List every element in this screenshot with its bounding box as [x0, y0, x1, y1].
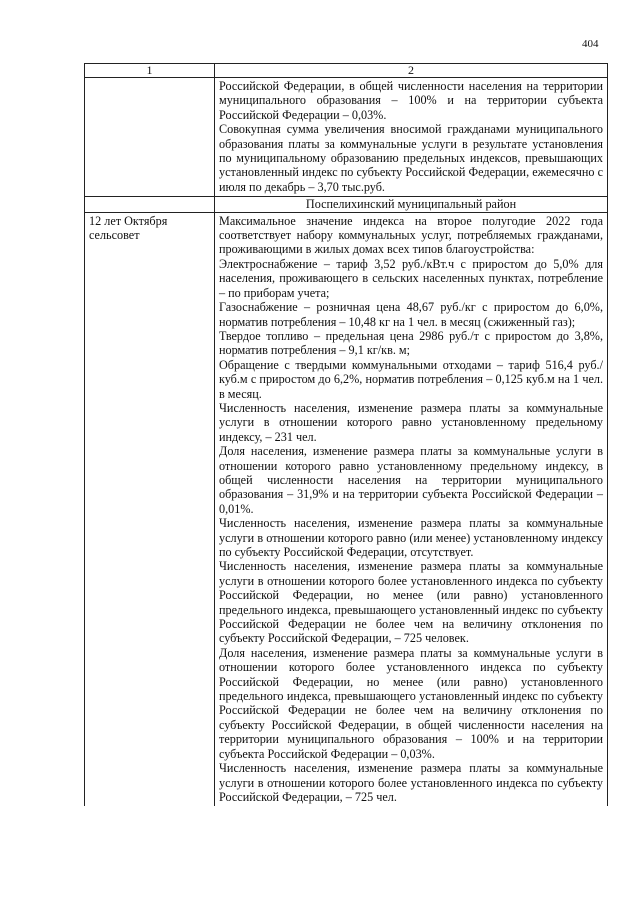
continuation-text-cell — [215, 78, 608, 197]
paragraph: Газоснабжение – розничная цена 48,67 руб./кг с приростом до 6,0%, норматив потребления – 10,48 кг на 1 чел. в месяц (сжиженный газ); — [219, 300, 603, 329]
paragraph: Доля населения, изменение размера платы за коммунальные услуги в отношении которого равно установленному предельному индексу, в общей численности населения на территории муниципального образования – 31,9% и на территории субъекта Российской Федерации – 0,01%. — [219, 444, 603, 516]
continuation-empty-cell — [85, 78, 215, 197]
page-number: 404 — [582, 38, 599, 50]
locality-name: 12 лет Октября сельсовет — [89, 213, 168, 243]
paragraph: Российской Федерации, в общей численности населения на территории муниципального образования – 100% и на территории субъекта Российской Федерации – 0,03%. — [219, 79, 603, 122]
paragraph: Численность населения, изменение размера платы за коммунальные услуги в отношении которого равно установленному предельному индексу, – 231 чел. — [219, 400, 603, 444]
paragraph: Максимальное значение индекса на второе полугодие 2022 года соответствует набору коммунальных услуг, потребляемых гражданами, проживающими в жилых домах всех типов благоустройства: — [219, 213, 603, 257]
locality-text-cell — [215, 212, 608, 806]
continuation-row — [85, 78, 608, 197]
district-name: Поспелихинский муниципальный район — [215, 197, 608, 212]
table-header-row — [85, 64, 608, 78]
paragraph: Твердое топливо – предельная цена 2986 руб./т с приростом до 3,8%, норматив потребления – 9,1 кг/кв. м; — [219, 328, 603, 358]
district-empty-cell — [85, 197, 215, 212]
locality-cell — [85, 212, 215, 806]
paragraph: Совокупная сумма увеличения вносимой гражданами муниципального образования платы за коммунальные услуги в результате установления по муниципальному образованию предельных индексов, превышающих установленный индекс по субъекту Российской Федерации, ежемесячно с июля по декабрь – 3,70 тыс.руб. — [219, 122, 603, 194]
paragraph: Доля населения, изменение размера платы за коммунальные услуги в отношении которого более установленного индекса по субъекту Российской Федерации, но менее (или равно) установленного предельного индекса, превышающего установленный индекс по субъекту Российской Федерации не более чем на величину отклонения по субъекту Российской Федерации, в общей численности населения на территории муниципального образования – 100% и на территории субъекта Российской Федерации – 0,03%. — [219, 645, 603, 761]
tariff-table — [84, 63, 608, 806]
paragraph: Электроснабжение – тариф 3,52 руб./кВт.ч с приростом до 5,0% для населения, проживающего в сельских населенных пунктах, потребление – по приборам учета; — [219, 256, 603, 300]
locality-row — [85, 212, 608, 806]
column-header-2: 2 — [215, 64, 608, 78]
column-header-1: 1 — [85, 64, 215, 78]
district-row — [85, 197, 608, 212]
paragraph: Численность населения, изменение размера платы за коммунальные услуги в отношении которого более установленного индекса по субъекту Российской Федерации, – 725 чел. — [219, 761, 603, 804]
paragraph: Численность населения, изменение размера платы за коммунальные услуги в отношении которого равно (или менее) установленному индексу по субъекту Российской Федерации, отсутствует. — [219, 516, 603, 559]
paragraph: Численность населения, изменение размера платы за коммунальные услуги в отношении которого более установленного индекса по субъекту Российской Федерации, но менее (или равно) установленного предельного индекса, превышающего установленный индекс по субъекту Российской Федерации не более чем на величину отклонения по субъекту Российской Федерации, – 725 человек. — [219, 559, 603, 646]
paragraph: Обращение с твердыми коммунальными отходами – тариф 516,4 руб./куб.м с приростом до 6,2%, норматив потребления – 0,125 куб.м на 1 чел. в месяц. — [219, 357, 603, 401]
